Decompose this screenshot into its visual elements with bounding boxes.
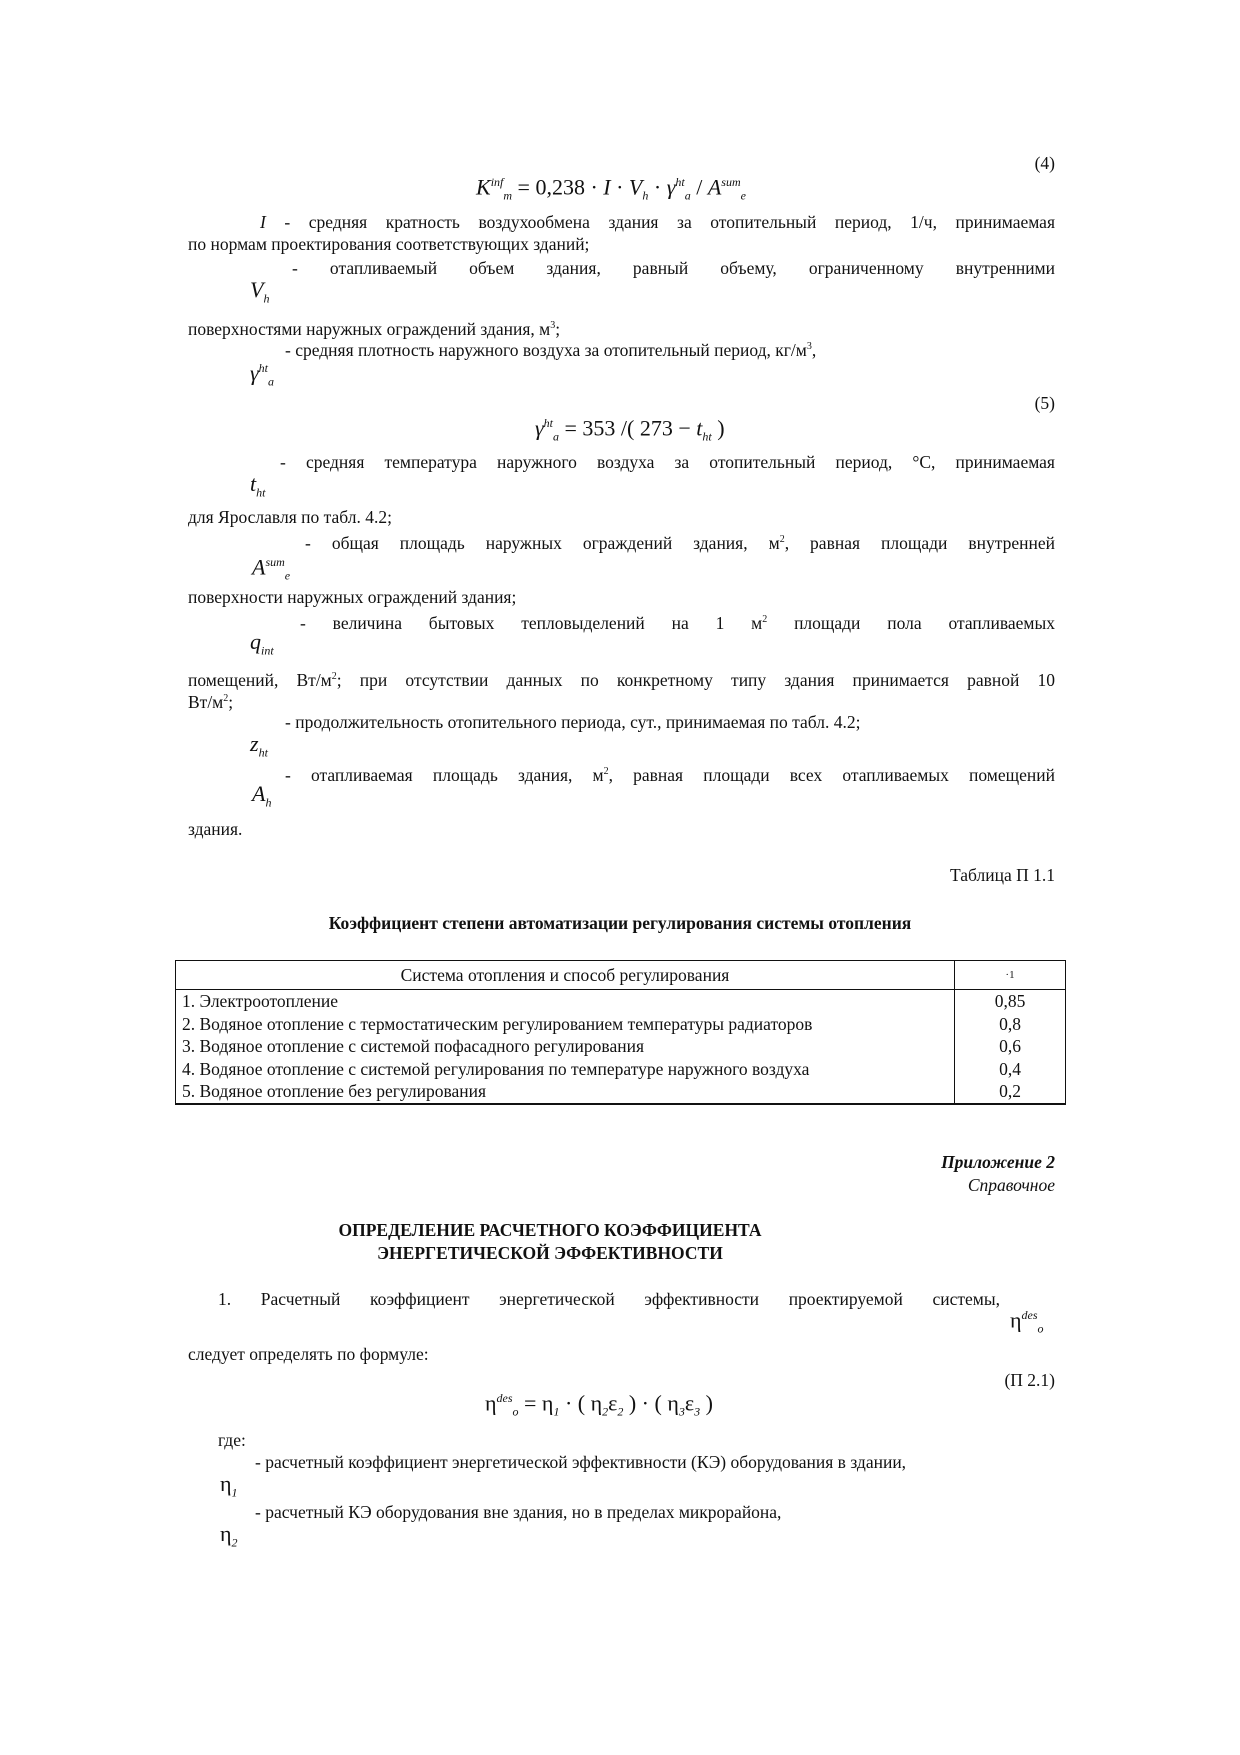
paragraph-eta2: - расчетный КЭ оборудования вне здания, но в пределах микрорайона, xyxy=(255,1502,782,1522)
symbol-V-h: $V_h$ xyxy=(250,277,270,306)
cell-system: 3. Водяное отопление с системой пофасадного регулирования xyxy=(176,1035,955,1058)
formula-4: $K^{inf}_m = 0,238 \cdot I \cdot V_h \cdot \gamma^{ht}_a / A^{sum}_e$ xyxy=(476,174,746,203)
cell-value: 0,4 xyxy=(955,1058,1066,1081)
cell-value: 0,85 xyxy=(955,990,1066,1013)
equation-number-p21: (П 2.1) xyxy=(1004,1370,1055,1390)
paragraph-1-line2: следует определять по формуле: xyxy=(188,1344,429,1364)
header-system: Система отопления и способ регулирования xyxy=(176,961,955,990)
table-header-row xyxy=(176,961,1066,990)
paragraph-A-line2: поверхности наружных ограждений здания; xyxy=(188,587,517,607)
paragraph-Ah-line2: здания. xyxy=(188,819,243,839)
symbol-A-h: $A_h$ xyxy=(252,781,272,810)
paragraph-I-line1: I - средняя кратность воздухообмена здания за отопительный период, 1/ч, принимаемая xyxy=(260,212,1055,232)
table-row xyxy=(176,1058,1066,1081)
table-row xyxy=(176,1035,1066,1058)
symbol-eta1: $\eta_1$ xyxy=(220,1471,238,1500)
where-label: где: xyxy=(218,1430,246,1450)
cell-system: 4. Водяное отопление с системой регулирования по температуре наружного воздуха xyxy=(176,1058,955,1081)
cell-system: 2. Водяное отопление с термостатическим регулированием температуры радиаторов xyxy=(176,1013,955,1036)
paragraph-A-line1: - общая площадь наружных ограждений здания, $м^2$, равная площади внутренней xyxy=(305,532,1055,553)
table-row xyxy=(176,1080,1066,1104)
formula-p21: $\eta^{des}_o = \eta_1$ · ( $\eta_2\varepsilon_2$ ) · ( $\eta_3\varepsilon_3$ ) xyxy=(485,1390,713,1419)
paragraph-q-line2: помещений, $Вт/м^2$; при отсутствии данных по конкретному типу здания принимается равной 10 xyxy=(188,669,1056,690)
cell-value: 0,8 xyxy=(955,1013,1066,1036)
appendix-title: Приложение 2 xyxy=(941,1152,1055,1172)
section-heading-line2: ЭНЕРГЕТИЧЕСКОЙ ЭФФЕКТИВНОСТИ xyxy=(377,1243,723,1263)
paragraph-t-line1: - средняя температура наружного воздуха за отопительный период, °С, принимаемая xyxy=(280,452,1055,472)
cell-value: 0,2 xyxy=(955,1080,1066,1104)
symbol-eta2: $\eta_2$ xyxy=(220,1521,238,1550)
equation-number-4: (4) xyxy=(1034,153,1055,173)
symbol-q-int: $q_{int}$ xyxy=(250,629,274,658)
table-title: Коэффициент степени автоматизации регулирования системы отопления xyxy=(328,913,912,933)
symbol-t-ht: $t_{ht}$ xyxy=(250,471,266,500)
automation-coefficient-table xyxy=(175,960,1066,1105)
symbol-A-e-sum: $A^{sum}_e$ xyxy=(252,554,291,583)
symbol-eta-o-des: $\eta^{des}_o$ xyxy=(1010,1307,1044,1336)
equation-number-5: (5) xyxy=(1034,393,1055,413)
paragraph-q-line1: - величина бытовых тепловыделений на 1 $м^2$ площади пола отапливаемых xyxy=(300,612,1055,633)
table-row xyxy=(176,1013,1066,1036)
table-row xyxy=(176,990,1066,1013)
paragraph-z-line1: - продолжительность отопительного периода, сут., принимаемая по табл. 4.2; xyxy=(285,712,861,732)
paragraph-Ah-line1: - отапливаемая площадь здания, $м^2$, равная площади всех отапливаемых помещений xyxy=(285,764,1055,785)
table-label: Таблица П 1.1 xyxy=(950,865,1055,885)
symbol-gamma-a-ht: $\gamma^{ht}_a$ xyxy=(250,360,275,389)
paragraph-V-line1: - отапливаемый объем здания, равный объему, ограниченному внутренними xyxy=(292,258,1055,278)
paragraph-gamma-line1: - средняя плотность наружного воздуха за отопительный период, $кг/м^3$, xyxy=(285,339,817,360)
paragraph-I-line2: по нормам проектирования соответствующих зданий; xyxy=(188,234,590,254)
section-heading-line1: ОПРЕДЕЛЕНИЕ РАСЧЕТНОГО КОЭФФИЦИЕНТА xyxy=(338,1220,762,1240)
paragraph-eta1: - расчетный коэффициент энергетической эффективности (КЭ) оборудования в здании, xyxy=(255,1452,907,1472)
paragraph-q-line3: $Вт/м^2$; xyxy=(188,691,234,712)
cell-value: 0,6 xyxy=(955,1035,1066,1058)
cell-system: 1. Электроотопление xyxy=(176,990,955,1013)
header-coefficient: ·1 xyxy=(955,961,1066,990)
formula-5: $\gamma^{ht}_a = 353$ /( $273 - t_{ht}$ ) xyxy=(535,415,725,444)
appendix-type: Справочное xyxy=(967,1175,1055,1195)
cell-system: 5. Водяное отопление без регулирования xyxy=(176,1080,955,1104)
paragraph-V-line2: поверхностями наружных ограждений здания, $м^3$; xyxy=(188,318,561,339)
paragraph-1-line1: 1. Расчетный коэффициент энергетической эффективности проектируемой системы, xyxy=(218,1289,1000,1309)
symbol-z-ht: $z_{ht}$ xyxy=(250,731,268,760)
paragraph-t-line2: для Ярославля по табл. 4.2; xyxy=(188,507,392,527)
